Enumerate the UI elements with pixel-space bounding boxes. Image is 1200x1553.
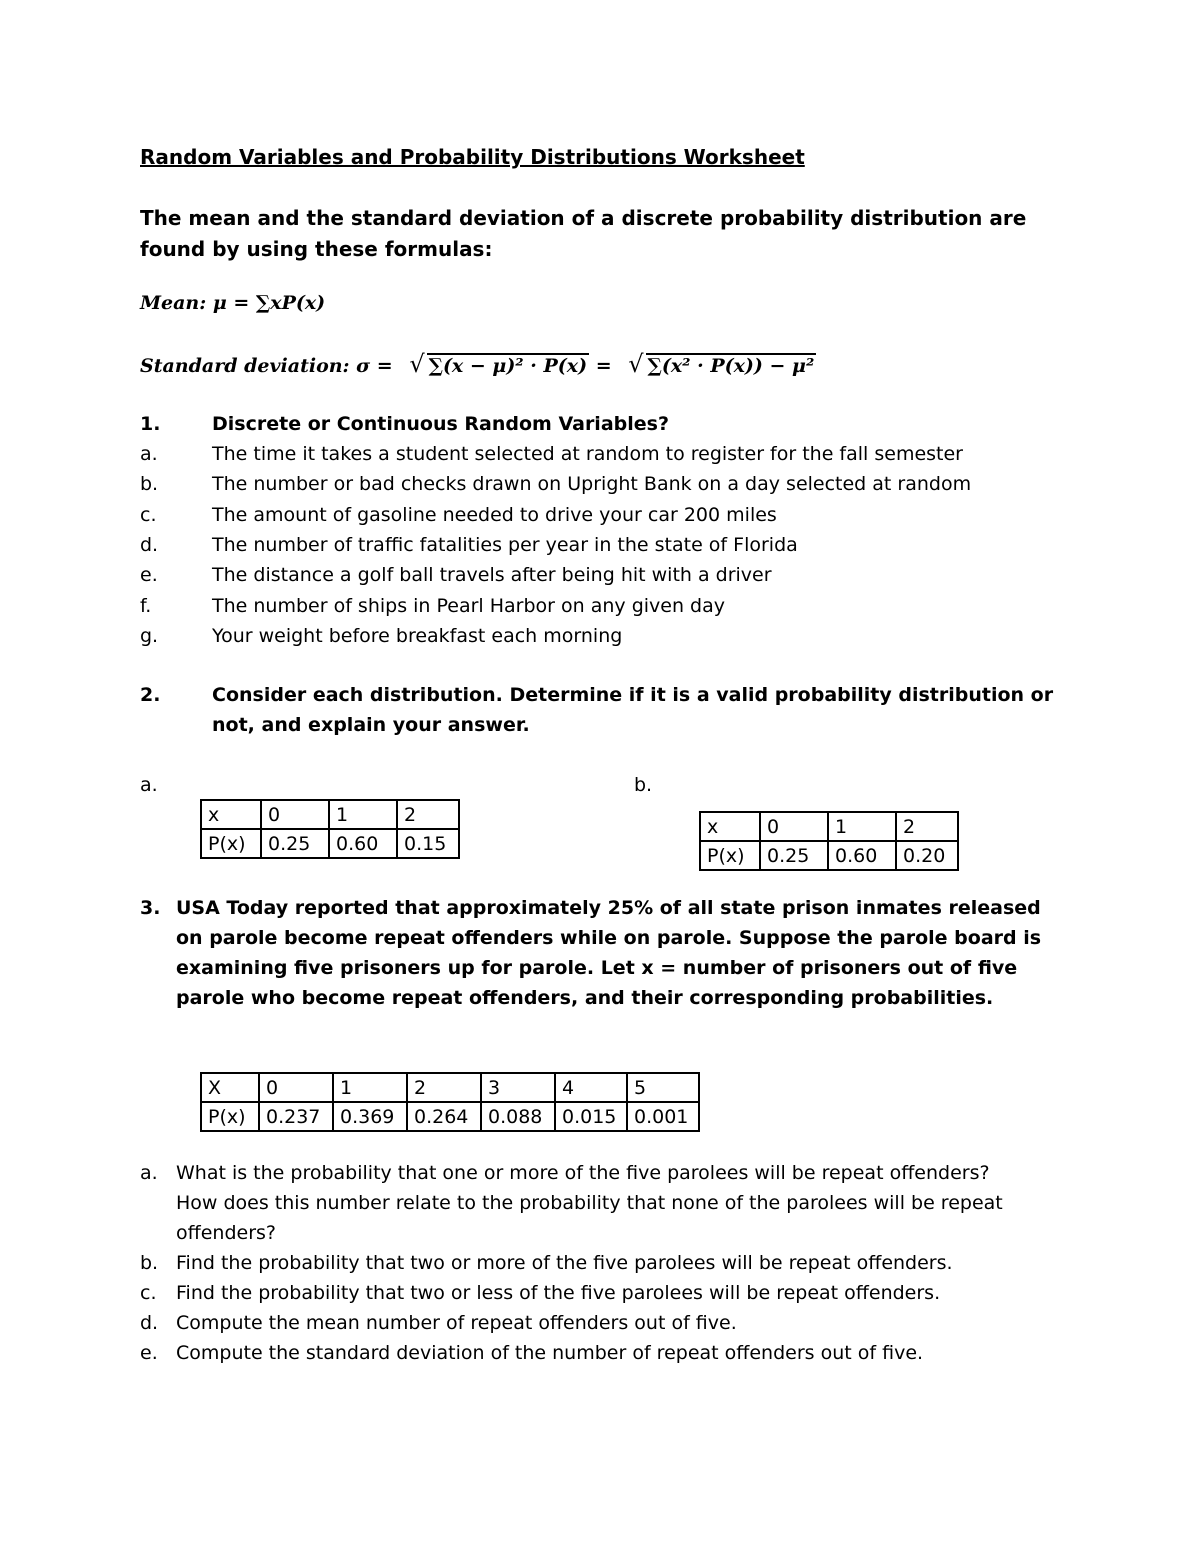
table-cell: 0.25 — [261, 829, 329, 858]
list-item-letter: g. — [140, 624, 159, 647]
table-cell: 1 — [333, 1073, 407, 1102]
table-cell: P(x) — [201, 1102, 259, 1131]
table-cell: 2 — [397, 800, 459, 829]
parolee-distribution-table — [200, 1072, 700, 1132]
sd-formula — [140, 350, 816, 378]
intro-text: The mean and the standard deviation of a discrete probability distribution are found by using these formulas: — [140, 206, 1027, 261]
q1-heading: Discrete or Continuous Random Variables? — [212, 413, 669, 435]
sd-equals: = — [589, 355, 619, 377]
table-cell: 0.15 — [397, 829, 459, 858]
list-item: Your weight before breakfast each morning — [212, 624, 623, 647]
q2-number: 2. — [140, 684, 161, 706]
list-item: Find the probability that two or more of the five parolees will be repeat offenders. — [176, 1252, 953, 1274]
table-cell: 3 — [481, 1073, 555, 1102]
distribution-table-b — [699, 811, 959, 871]
sqrt-icon: √ — [409, 350, 425, 378]
table-row-p — [201, 829, 459, 858]
q3-line: USA Today reported that approximately 25% of all state prison inmates released — [176, 897, 1041, 919]
distribution-table-a — [200, 799, 460, 859]
table-cell: 0.60 — [828, 841, 896, 870]
table-cell: 0.001 — [627, 1102, 699, 1131]
list-item: Compute the mean number of repeat offenders out of five. — [176, 1312, 737, 1334]
table-cell: 0 — [760, 812, 828, 841]
list-item-letter: c. — [140, 503, 157, 526]
table-cell: 5 — [627, 1073, 699, 1102]
table-cell: 0.369 — [333, 1102, 407, 1131]
table-cell: P(x) — [700, 841, 760, 870]
sd-part2: ∑(x² · P(x)) − μ² — [647, 355, 815, 377]
list-item-letter: f. — [140, 594, 152, 617]
list-item-letter: d. — [140, 1312, 159, 1334]
q3-line: on parole become repeat offenders while on parole. Suppose the parole board is — [176, 927, 1042, 949]
list-item: The amount of gasoline needed to drive your car 200 miles — [212, 503, 777, 526]
table-cell: 0 — [261, 800, 329, 829]
table-cell: X — [201, 1073, 259, 1102]
mean-formula: Mean: μ = ∑xP(x) — [140, 292, 326, 314]
sd-label: Standard deviation: σ = — [140, 355, 400, 377]
list-item: Compute the standard deviation of the number of repeat offenders out of five. — [176, 1342, 924, 1364]
table-cell: 1 — [828, 812, 896, 841]
table-cell: 0.088 — [481, 1102, 555, 1131]
list-item: The number of traffic fatalities per year in the state of Florida — [212, 533, 798, 556]
table-row-p — [201, 1102, 699, 1131]
q2-heading-line1: Consider each distribution. Determine if it is a valid probability distribution or — [212, 684, 1054, 706]
list-item: The number or bad checks drawn on Upright Bank on a day selected at random — [212, 473, 972, 496]
page-title: Random Variables and Probability Distributions Worksheet — [140, 145, 805, 169]
table-cell: 0 — [259, 1073, 333, 1102]
table-cell: 1 — [329, 800, 397, 829]
q2-heading-line2: not, and explain your answer. — [212, 714, 530, 736]
list-item-letter: b. — [140, 473, 159, 496]
table-cell: 4 — [555, 1073, 627, 1102]
table-cell: x — [201, 800, 261, 829]
q3-line: parole who become repeat offenders, and their corresponding probabilities. — [176, 987, 994, 1009]
list-item: How does this number relate to the probability that none of the parolees will be repeat — [176, 1192, 1003, 1214]
q2-label-a: a. — [140, 774, 158, 796]
list-item: The distance a golf ball travels after being hit with a driver — [212, 564, 772, 587]
list-item-letter: a. — [140, 443, 158, 465]
table-row-x — [201, 1073, 699, 1102]
sd-part1: ∑(x − μ)² · P(x) — [428, 355, 588, 377]
sqrt-icon: √ — [628, 350, 644, 378]
table-row-x — [201, 800, 459, 829]
list-item-letter: e. — [140, 1342, 158, 1364]
q1-number: 1. — [140, 413, 161, 435]
list-item: The time it takes a student selected at random to register for the fall semester — [212, 443, 963, 465]
table-cell: x — [700, 812, 760, 841]
table-cell: P(x) — [201, 829, 261, 858]
list-item-letter: e. — [140, 564, 158, 587]
q2-label-b: b. — [634, 774, 653, 796]
table-cell: 0.20 — [896, 841, 958, 870]
list-item: offenders? — [176, 1222, 276, 1244]
table-row-p — [700, 841, 958, 870]
list-item: The number of ships in Pearl Harbor on any given day — [212, 594, 725, 617]
q3-line: examining five prisoners up for parole. Let x = number of prisoners out of five — [176, 957, 1018, 979]
table-cell: 0.25 — [760, 841, 828, 870]
table-row-x — [700, 812, 958, 841]
list-item: Find the probability that two or less of the five parolees will be repeat offenders. — [176, 1282, 941, 1304]
table-cell: 0.015 — [555, 1102, 627, 1131]
table-cell: 2 — [407, 1073, 481, 1102]
list-item-letter: d. — [140, 533, 159, 556]
list-item: What is the probability that one or more of the five parolees will be repeat offenders? — [176, 1162, 990, 1184]
list-item-letter: c. — [140, 1282, 157, 1304]
q3-number: 3. — [140, 897, 161, 919]
table-cell: 2 — [896, 812, 958, 841]
table-cell: 0.264 — [407, 1102, 481, 1131]
list-item-letter: a. — [140, 1162, 158, 1184]
table-cell: 0.60 — [329, 829, 397, 858]
table-cell: 0.237 — [259, 1102, 333, 1131]
list-item-letter: b. — [140, 1252, 159, 1274]
